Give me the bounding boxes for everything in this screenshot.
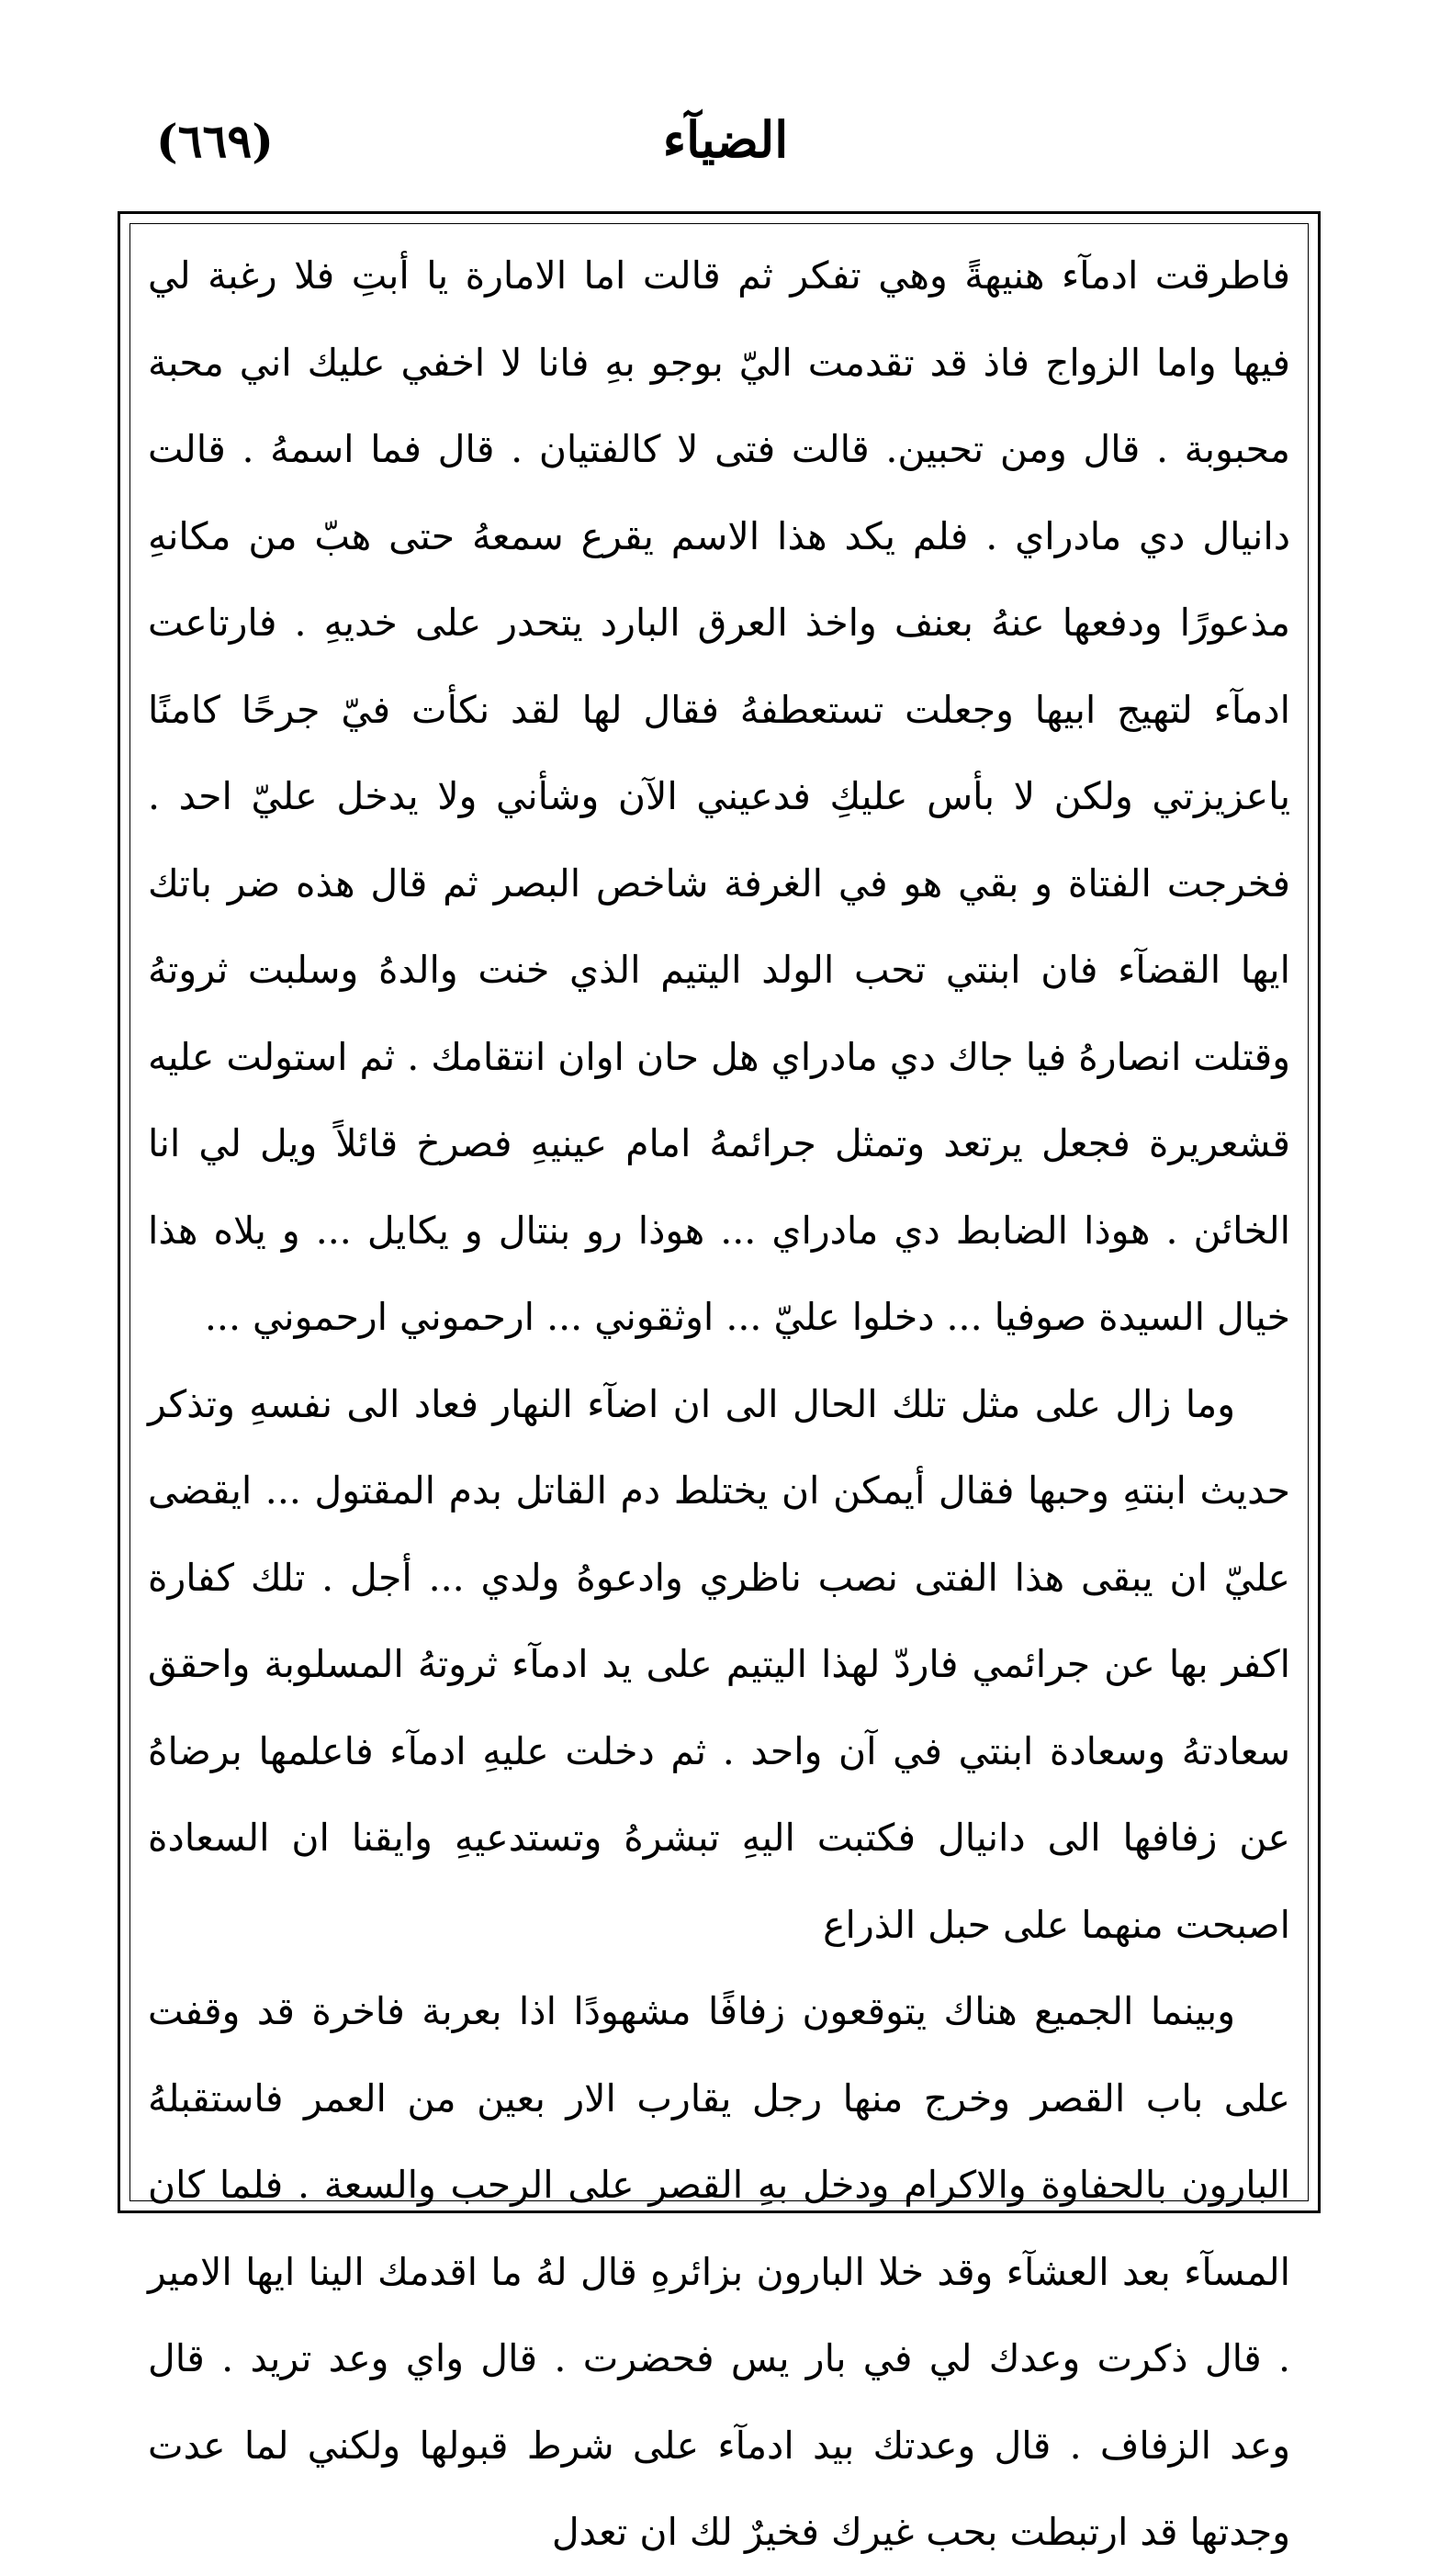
- text-body: [148, 232, 1290, 2576]
- page-number: (٦٦٩): [156, 114, 274, 168]
- page-header: [129, 110, 1322, 202]
- paragraph: وما زال على مثل تلك الحال الى ان اضآء النهار فعاد الى نفسهِ وتذكر حديث ابنتهِ وحبها فقال أيمكن ان يختلط دم القاتل بدم المقتول ... ايقضى عليّ ان يبقى هذا الفتى نصب ناظري وادعوهُ ولدي ... أجل . تلك كفارة اكفر بها عن جرائمي فاردّ لهذا اليتيم على يد ادمآء ثروتهُ المسلوبة واحقق سعادتهُ وسعادة ابنتي في آن واحد . ثم دخلت عليهِ ادمآء فاعلمها برضاهُ عن زفافها الى دانيال فكتبت اليهِ تبشرهُ وتستدعيهِ وايقنا ان السعادة اصبحت منهما على حبل الذراع: [148, 1381, 1290, 1947]
- page-title: الضيآء: [662, 110, 789, 169]
- paragraph: فاطرقت ادمآء هنيهةً وهي تفكر ثم قالت اما الامارة يا أبتِ فلا رغبة لي فيها واما الزواج فاذ قد تقدمت اليّ بوجو بهِ فانا لا اخفي عليك اني محبة محبوبة . قال ومن تحبين. قالت فتى لا كالفتيان . قال فما اسمهُ . قالت دانيال دي مادراي . فلم يكد هذا الاسم يقرع سمعهُ حتى هبّ من مكانهِ مذعورًا ودفعها عنهُ بعنف واخذ العرق البارد يتحدر على خديهِ . فارتاعت ادمآء لتهيج ابيها وجعلت تستعطفهُ فقال لها لقد نكأت فيّ جرحًا كامنًا ياعزيزتي ولكن لا بأس عليكِ فدعيني الآن وشأني ولا يدخل عليّ احد . فخرجت الفتاة و بقي هو في الغرفة شاخص البصر ثم قال هذه ضر باتك ايها القضآء فان ابنتي تحب الولد اليتيم الذي خنت والدهُ وسلبت ثروتهُ وقتلت انصارهُ فيا جاك دي مادراي هل حان اوان انتقامك . ثم استولت عليه قشعريرة فجعل يرتعد وتمثل جرائمهُ امام عينيهِ فصرخ قائلاً ويل لي انا الخائن . هوذا الضابط دي مادراي ... هوذا رو بنتال و يكايل ... و يلاه هذا خيال السيدة صوفيا ... دخلوا عليّ ... اوثقوني ... ارحموني ارحموني ...: [148, 253, 1290, 1339]
- paragraph: وبينما الجميع هناك يتوقعون زفافًا مشهودًا اذا بعربة فاخرة قد وقفت على باب القصر وخرج منها رجل يقارب الار بعين من العمر فاستقبلهُ البارون بالحفاوة والاكرام ودخل بهِ القصر على الرحب والسعة . فلما كان المسآء بعد العشآء وقد خلا البارون بزائرهِ قال لهُ ما اقدمك الينا ايها الامير . قال ذكرت وعدك لي في بار يس فحضرت . قال واي وعد تريد . قال وعد الزفاف . قال وعدتك بيد ادمآء على شرط قبولها ولكني لما عدت وجدتها قد ارتبطت بحب غيرك فخيرٌ لك ان تعدل: [148, 1989, 1290, 2554]
- text-frame: [118, 211, 1321, 2554]
